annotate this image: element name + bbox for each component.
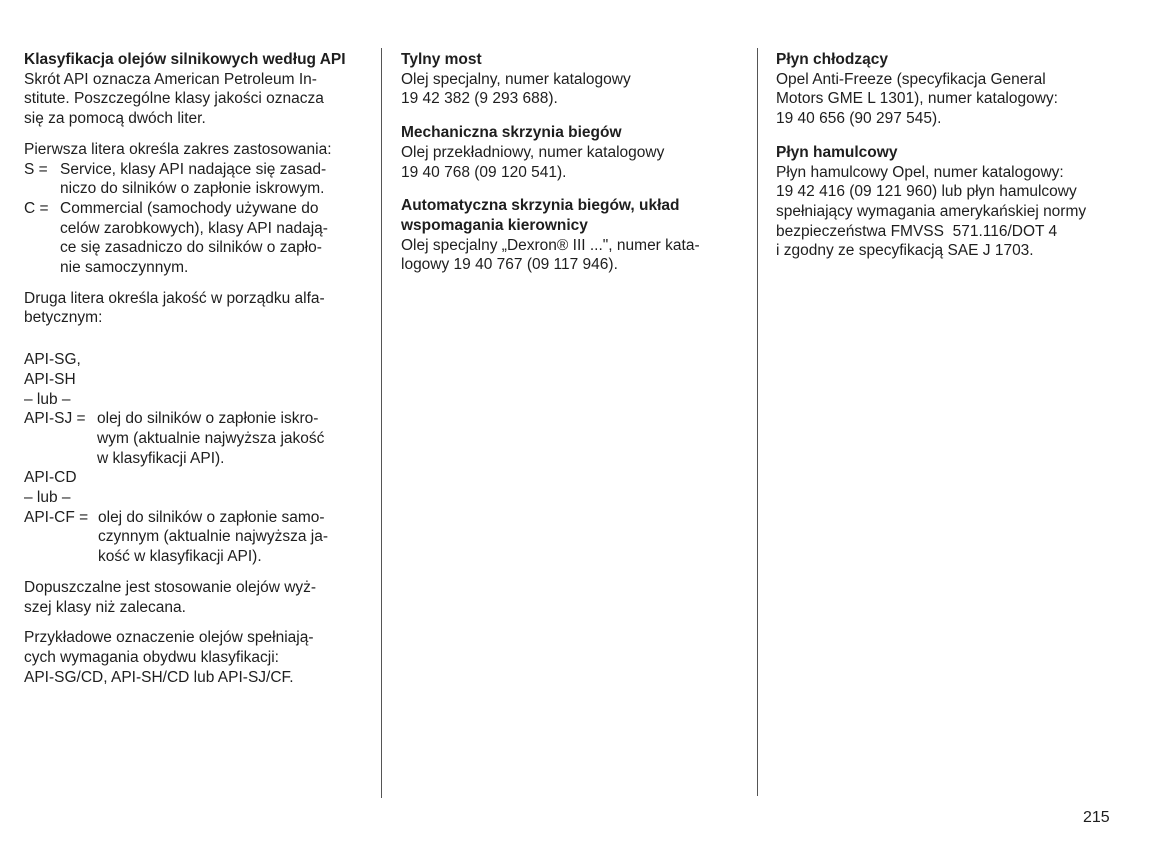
second-letter-line: Druga litera określa jakość w porządku alfa-: [24, 289, 325, 307]
brake-fluid-line: spełniający wymagania amerykańskiej normy: [776, 202, 1087, 220]
api-sj-line: w klasyfikacji API).: [97, 449, 225, 467]
allowed-line: szej klasy niż zalecana.: [24, 598, 186, 616]
automatic-gearbox-line: Olej specjalny „Dexron® III ...", numer kata-: [401, 236, 700, 254]
page-number: 215: [1083, 809, 1110, 826]
allowed-line: Dopuszczalne jest stosowanie olejów wyż-: [24, 578, 317, 596]
column-divider-left: [381, 48, 382, 798]
brake-fluid-line: i zgodny ze specyfikacją SAE J 1703.: [776, 242, 1034, 260]
api-sj-entry: [24, 409, 369, 468]
commercial-line: celów zarobkowych), klasy API nadają-: [60, 219, 328, 237]
automatic-gearbox-heading: Automatyczna skrzynia biegów, układ: [401, 197, 680, 215]
api-intro-line: się za pomocą dwóch liter.: [24, 110, 206, 128]
commercial-entry: [24, 199, 369, 278]
second-letter-text: [24, 289, 369, 328]
service-text: [60, 160, 369, 199]
rear-axle-section: [401, 50, 736, 109]
commercial-key: C =: [24, 199, 49, 217]
brake-fluid-line: bezpieczeństwa FMVSS 571.116/DOT 4: [776, 222, 1058, 240]
commercial-line: Commercial (samochody używane do: [60, 199, 319, 217]
column-transmission-oils: [401, 50, 736, 289]
api-cf-entry: [24, 508, 369, 567]
api-cf-line: olej do silników o zapłonie samo-: [98, 508, 325, 526]
service-line: niczo do silników o zapłonie iskrowym.: [60, 180, 325, 198]
example-text: [24, 628, 369, 687]
column-fluids: [776, 50, 1136, 275]
api-cf-text: [98, 508, 369, 567]
rear-axle-line: Olej specjalny, numer katalogowy: [401, 70, 631, 88]
first-letter-text: Pierwsza litera określa zakres zastosowania:: [24, 140, 332, 158]
manual-gearbox-line: 19 40 768 (09 120 541).: [401, 163, 567, 181]
rear-axle-line: 19 42 382 (9 293 688).: [401, 90, 558, 108]
commercial-line: ce się zasadniczo do silników o zapło-: [60, 239, 322, 257]
brake-fluid-line: 19 42 416 (09 121 960) lub płyn hamulcowy: [776, 183, 1077, 201]
api-cf-line: czynnym (aktualnie najwyższa ja-: [98, 528, 329, 546]
example-line: Przykładowe oznaczenie olejów spełniają-: [24, 629, 314, 647]
manual-gearbox-section: [401, 123, 736, 182]
manual-gearbox-heading: Mechaniczna skrzynia biegów: [401, 124, 622, 142]
coolant-line: Motors GME L 1301), numer katalogowy:: [776, 90, 1058, 108]
api-heading: Klasyfikacja olejów silnikowych według API: [24, 51, 346, 68]
manual-gearbox-line: Olej przekładniowy, numer katalogowy: [401, 143, 665, 161]
coolant-line: 19 40 656 (90 297 545).: [776, 110, 942, 128]
allowed-text: [24, 578, 369, 617]
coolant-heading: Płyn chłodzący: [776, 51, 888, 68]
service-line: Service, klasy API nadające się zasad-: [60, 160, 327, 178]
api-intro-line: stitute. Poszczególne klasy jakości oznacza: [24, 90, 324, 108]
column-divider-right: [757, 48, 758, 796]
api-sj-key: API-SJ =: [24, 410, 86, 428]
brake-fluid-line: Płyn hamulcowy Opel, numer katalogowy:: [776, 163, 1064, 181]
automatic-gearbox-section: [401, 196, 736, 275]
api-sj-text: [97, 409, 369, 468]
example-line: cych wymagania obydwu klasyfikacji:: [24, 648, 279, 666]
automatic-gearbox-heading: wspomagania kierownicy: [401, 216, 588, 234]
commercial-line: nie samoczynnym.: [60, 259, 189, 277]
api-sj-line: olej do silników o zapłonie iskro-: [97, 410, 319, 428]
api-cf-key: API-CF =: [24, 508, 89, 526]
brake-fluid-heading: Płyn hamulcowy: [776, 143, 898, 161]
service-entry: [24, 160, 369, 199]
rear-axle-heading: Tylny most: [401, 51, 482, 68]
service-key: S =: [24, 160, 48, 178]
coolant-line: Opel Anti-Freeze (specyfikacja General: [776, 70, 1046, 88]
api-sg: API-SG,: [24, 351, 81, 369]
api-cf-line: kość w klasyfikacji API).: [98, 548, 262, 566]
api-sj-line: wym (aktualnie najwyższa jakość: [97, 429, 325, 447]
api-intro: [24, 70, 369, 129]
coolant-section: [776, 50, 1136, 129]
commercial-text: [60, 199, 369, 278]
api-intro-line: Skrót API oznacza American Petroleum In-: [24, 70, 317, 88]
example-line: API-SG/CD, API-SH/CD lub API-SJ/CF.: [24, 668, 294, 686]
api-sh: API-SH: [24, 370, 76, 388]
column-api-classification: [24, 50, 369, 687]
lub-separator: – lub –: [24, 489, 71, 507]
brake-fluid-section: [776, 143, 1136, 261]
automatic-gearbox-line: logowy 19 40 767 (09 117 946).: [401, 256, 618, 274]
second-letter-line: betycznym:: [24, 309, 103, 327]
api-cd: API-CD: [24, 469, 77, 487]
lub-separator: – lub –: [24, 390, 71, 408]
